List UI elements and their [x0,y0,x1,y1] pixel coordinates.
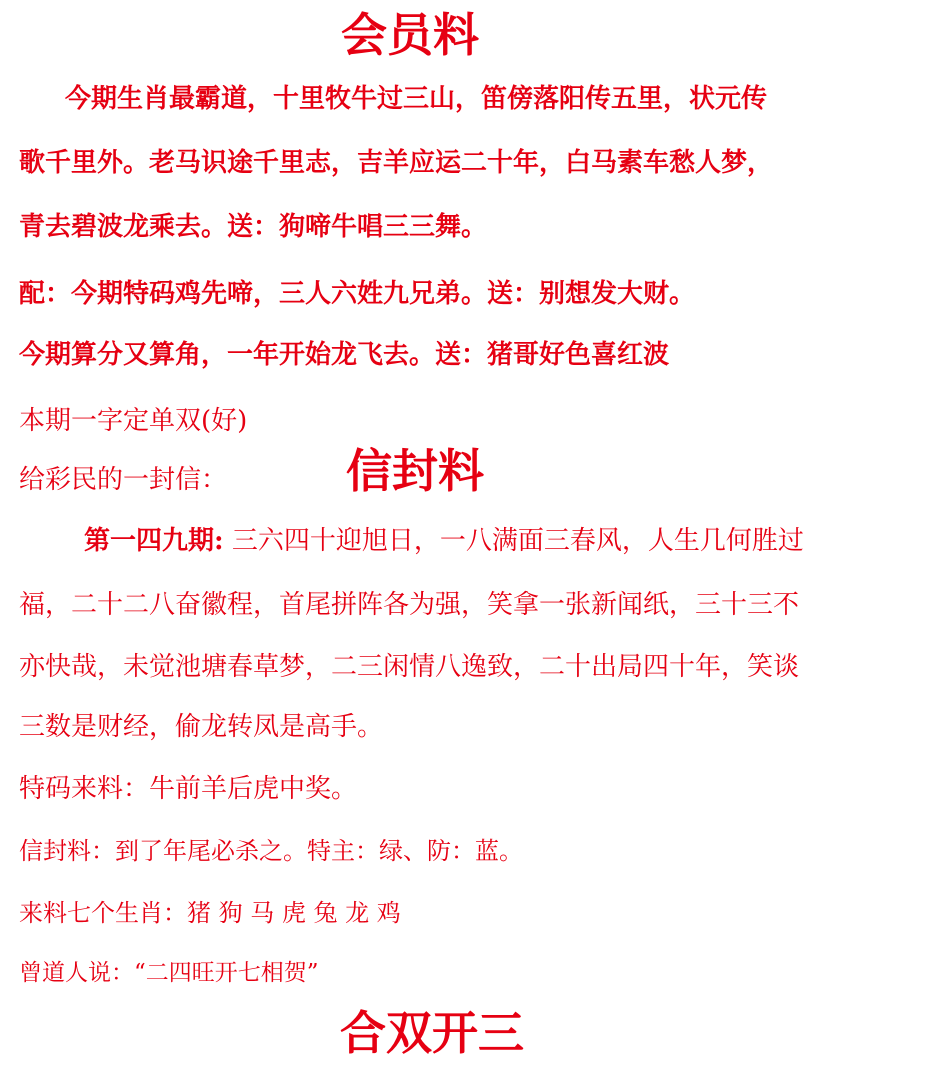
page-title-envelope: 信封料 [346,444,484,498]
member-line-2: 歌千里外。老马识途千里志，吉羊应运二十年，白马素车愁人梦， [19,148,774,178]
letter-intro: 给彩民的一封信： [19,465,228,495]
envelope-material-line: 信封料：到了年尾必杀之。特主：绿、防：蓝。 [19,837,523,865]
envelope-line-4: 三数是财经，偷龙转凤是高手。 [19,712,384,742]
seven-zodiacs-line: 来料七个生肖：猪 狗 马 虎 兔 龙 鸡 [19,899,401,927]
page-title-member: 会员料 [341,8,479,62]
envelope-period: 第一四九期: [84,526,224,556]
envelope-line-1 [84,528,804,554]
envelope-text-1: 三六四十迎旭日，一八满面三春风，人生几何胜过 [231,526,804,556]
member-line-1: 今期生肖最霸道，十里牧牛过三山，笛傍落阳传五里，状元传 [65,84,768,114]
member-line-6: 本期一字定单双(好) [19,406,248,436]
taoist-says-line: 曾道人说：“二四旺开七相贺” [19,960,319,986]
member-line-4: 配：今期特码鸡先啼，三人六姓九兄弟。送：别想发大财。 [19,279,696,309]
special-code-line: 特码来料：牛前羊后虎中奖。 [19,774,358,804]
page-title-bottom: 合双开三 [340,1006,524,1060]
member-line-5: 今期算分又算角，一年开始龙飞去。送：猪哥好色喜红波 [19,340,670,370]
envelope-line-2: 福，二十二八奋徽程，首尾拼阵各为强，笑拿一张新闻纸，三十三不 [19,590,800,620]
envelope-line-3: 亦快哉，未觉池塘春草梦，二三闲情八逸致，二十出局四十年，笑谈 [19,652,800,682]
member-line-3: 青去碧波龙乘去。送：狗啼牛唱三三舞。 [19,212,488,242]
